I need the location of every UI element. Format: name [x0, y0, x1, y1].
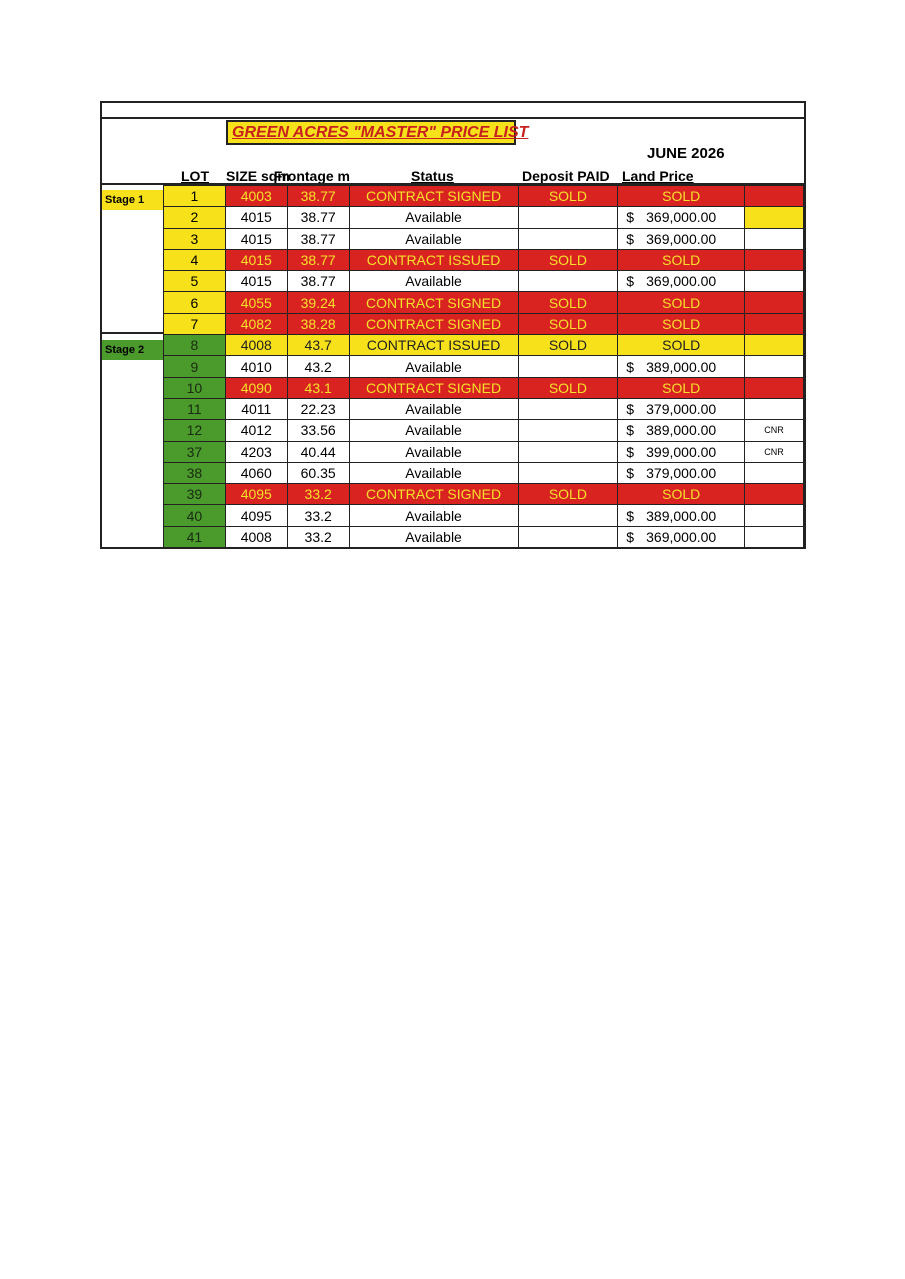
table-row [164, 186, 804, 207]
lot-cell-text: 4 [190, 252, 199, 269]
size-cell [225, 398, 287, 419]
price-cell-text: SOLD [662, 252, 701, 269]
price-cell [618, 462, 745, 483]
status-cell-text: Available [405, 528, 462, 545]
frontage-cell-text: 33.2 [304, 507, 332, 524]
lot-cell-text: 12 [186, 422, 203, 439]
status-cell [349, 228, 518, 249]
price-cell [618, 398, 745, 419]
table-row [164, 228, 804, 249]
note-cell [745, 249, 804, 270]
frontage-cell [287, 441, 349, 462]
size-cell [225, 441, 287, 462]
lot-cell [164, 377, 226, 398]
table-row [164, 313, 804, 334]
price-cell-text: SOLD [662, 337, 701, 354]
status-cell [349, 207, 518, 228]
deposit-cell [518, 356, 618, 377]
price-cell-text: SOLD [662, 188, 701, 205]
deposit-cell [518, 484, 618, 505]
table-row [164, 505, 804, 526]
note-cell [745, 526, 804, 547]
size-cell [225, 377, 287, 398]
currency-symbol: $ [626, 358, 635, 375]
frontage-cell-text: 38.77 [300, 209, 336, 226]
note-cell [745, 186, 804, 207]
note-cell [745, 271, 804, 292]
status-cell-text: Available [405, 273, 462, 290]
table-row [164, 420, 804, 441]
price-cell [618, 505, 745, 526]
size-cell-text: 4015 [240, 273, 272, 290]
frontage-cell [287, 207, 349, 228]
deposit-cell [518, 292, 618, 313]
deposit-cell [518, 505, 618, 526]
status-cell-text: CONTRACT SIGNED [366, 315, 502, 332]
status-cell [349, 441, 518, 462]
deposit-cell [518, 207, 618, 228]
deposit-cell-text: SOLD [548, 315, 587, 332]
price-cell [618, 228, 745, 249]
size-cell [225, 462, 287, 483]
stage-divider [102, 332, 163, 334]
size-cell [225, 271, 287, 292]
deposit-cell-text: SOLD [548, 294, 587, 311]
currency-symbol: $ [626, 465, 635, 481]
lot-cell [164, 356, 226, 377]
price-cell [618, 335, 745, 356]
lot-cell [164, 484, 226, 505]
status-cell [349, 271, 518, 292]
frontage-cell-text: 43.2 [304, 358, 332, 375]
size-cell [225, 356, 287, 377]
stage-1-label: Stage 1 [102, 190, 163, 210]
deposit-cell-text: SOLD [548, 252, 587, 269]
price-cell-text: 369,000.00 [646, 528, 717, 545]
price-cell [618, 356, 745, 377]
status-cell [349, 356, 518, 377]
currency-symbol: $ [626, 273, 635, 290]
deposit-cell [518, 377, 618, 398]
size-cell-text: 4095 [240, 507, 272, 524]
deposit-cell [518, 420, 618, 441]
lot-cell [164, 292, 226, 313]
status-cell [349, 292, 518, 313]
price-cell-text: 389,000.00 [646, 422, 717, 439]
frontage-cell [287, 356, 349, 377]
price-cell [618, 484, 745, 505]
price-cell [618, 249, 745, 270]
status-cell-text: Available [405, 507, 462, 524]
size-cell-text: 4082 [240, 315, 272, 332]
lot-cell [164, 313, 226, 334]
frontage-cell-text: 39.24 [300, 294, 336, 311]
frontage-cell [287, 249, 349, 270]
table-row [164, 271, 804, 292]
price-cell [618, 313, 745, 334]
month-label: JUNE 2026 [647, 145, 725, 162]
price-cell-text: 369,000.00 [646, 230, 717, 247]
frontage-cell [287, 505, 349, 526]
note-cell [745, 484, 804, 505]
lot-cell [164, 505, 226, 526]
lot-cell [164, 462, 226, 483]
price-cell-text: 389,000.00 [646, 507, 717, 524]
frontage-cell [287, 398, 349, 419]
note-cell [745, 420, 804, 441]
status-cell-text: Available [405, 209, 462, 226]
size-cell [225, 420, 287, 441]
deposit-cell-text: SOLD [548, 486, 587, 503]
lot-cell-text: 7 [190, 315, 199, 332]
status-cell-text: CONTRACT SIGNED [366, 486, 502, 503]
status-cell-text: Available [405, 401, 462, 418]
frontage-cell-text: 60.35 [300, 465, 336, 481]
lot-cell-text: 1 [190, 188, 199, 205]
table-row [164, 249, 804, 270]
frontage-cell-text: 33.2 [304, 486, 332, 503]
deposit-cell [518, 398, 618, 419]
note-cell [745, 356, 804, 377]
status-cell-text: Available [405, 443, 462, 460]
price-cell [618, 271, 745, 292]
header-size: SIZE sqm [226, 168, 290, 184]
table-row [164, 292, 804, 313]
status-cell-text: Available [405, 465, 462, 481]
deposit-cell [518, 271, 618, 292]
lot-cell-text: 37 [186, 443, 203, 460]
frontage-cell-text: 33.2 [304, 528, 332, 545]
note-cell [745, 313, 804, 334]
size-cell-text: 4090 [240, 379, 272, 396]
frontage-cell-text: 33.56 [300, 422, 336, 439]
currency-symbol: $ [626, 528, 635, 545]
lot-cell [164, 420, 226, 441]
size-cell-text: 4203 [240, 443, 272, 460]
price-cell-text: 379,000.00 [646, 401, 717, 418]
deposit-cell [518, 335, 618, 356]
table-row [164, 207, 804, 228]
frontage-cell [287, 292, 349, 313]
lot-cell-text: 40 [186, 507, 203, 524]
header-frontage: Frontage m [273, 168, 350, 184]
status-cell-text: CONTRACT ISSUED [366, 337, 501, 354]
frontage-cell [287, 313, 349, 334]
size-cell-text: 4010 [240, 358, 272, 375]
lot-cell [164, 398, 226, 419]
lot-cell-text: 8 [190, 337, 199, 354]
currency-symbol: $ [626, 443, 635, 460]
status-cell [349, 484, 518, 505]
size-cell [225, 292, 287, 313]
price-cell-text: SOLD [662, 379, 701, 396]
size-cell-text: 4003 [240, 188, 272, 205]
price-list-sheet [100, 101, 806, 549]
currency-symbol: $ [626, 209, 635, 226]
note-cell [745, 441, 804, 462]
status-cell [349, 398, 518, 419]
price-cell [618, 207, 745, 228]
size-cell-text: 4012 [240, 422, 272, 439]
table-row [164, 377, 804, 398]
frontage-cell [287, 484, 349, 505]
deposit-cell-text: SOLD [548, 337, 587, 354]
lot-cell-text: 6 [190, 294, 199, 311]
price-table [163, 185, 804, 548]
size-cell-text: 4015 [240, 209, 272, 226]
frontage-cell [287, 271, 349, 292]
size-cell-text: 4015 [240, 252, 272, 269]
size-cell-text: 4060 [240, 465, 272, 481]
frontage-cell-text: 43.7 [304, 337, 332, 354]
header-lot: LOT [181, 168, 209, 184]
status-cell [349, 186, 518, 207]
size-cell [225, 207, 287, 228]
status-cell [349, 505, 518, 526]
lot-cell [164, 335, 226, 356]
frontage-cell-text: 38.77 [300, 252, 336, 269]
frontage-cell-text: 40.44 [300, 443, 336, 460]
frontage-cell-text: 43.1 [304, 379, 332, 396]
note-cell [745, 398, 804, 419]
note-cell [745, 335, 804, 356]
deposit-cell [518, 462, 618, 483]
deposit-cell [518, 249, 618, 270]
frontage-cell-text: 38.77 [300, 188, 336, 205]
size-cell [225, 335, 287, 356]
frontage-cell [287, 526, 349, 547]
size-cell [225, 313, 287, 334]
status-cell-text: CONTRACT SIGNED [366, 294, 502, 311]
price-cell-text: SOLD [662, 294, 701, 311]
lot-cell-text: 10 [186, 379, 203, 396]
status-cell [349, 526, 518, 547]
frontage-cell [287, 186, 349, 207]
price-cell-text: 369,000.00 [646, 209, 717, 226]
status-cell [349, 462, 518, 483]
status-cell-text: Available [405, 230, 462, 247]
price-cell-text: 399,000.00 [646, 443, 717, 460]
header-price: Land Price [622, 168, 694, 184]
frontage-cell [287, 335, 349, 356]
currency-symbol: $ [626, 230, 635, 247]
price-cell-text: SOLD [662, 315, 701, 332]
price-cell [618, 420, 745, 441]
price-cell-text: 369,000.00 [646, 273, 717, 290]
deposit-cell [518, 228, 618, 249]
size-cell-text: 4015 [240, 230, 272, 247]
page-title: GREEN ACRES "MASTER" PRICE LIST [226, 120, 516, 145]
note-cell [745, 207, 804, 228]
price-cell-text: SOLD [662, 486, 701, 503]
size-cell [225, 186, 287, 207]
table-row [164, 441, 804, 462]
note-cell [745, 228, 804, 249]
lot-cell [164, 207, 226, 228]
frontage-cell-text: 38.28 [300, 315, 336, 332]
size-cell [225, 526, 287, 547]
status-cell [349, 377, 518, 398]
status-cell [349, 420, 518, 441]
price-cell [618, 186, 745, 207]
top-strip [102, 103, 804, 119]
deposit-cell [518, 186, 618, 207]
status-cell-text: Available [405, 422, 462, 439]
lot-cell-text: 38 [186, 465, 203, 481]
deposit-cell-text: SOLD [548, 379, 587, 396]
size-cell [225, 484, 287, 505]
currency-symbol: $ [626, 401, 635, 418]
note-cell-text: CNR [764, 446, 784, 457]
table-row [164, 335, 804, 356]
table-row [164, 356, 804, 377]
note-cell [745, 505, 804, 526]
note-cell [745, 462, 804, 483]
lot-cell [164, 441, 226, 462]
status-cell [349, 335, 518, 356]
frontage-cell-text: 38.77 [300, 273, 336, 290]
header-deposit: Deposit PAID [522, 168, 610, 184]
lot-cell [164, 249, 226, 270]
frontage-cell [287, 228, 349, 249]
frontage-cell-text: 22.23 [300, 401, 336, 418]
lot-cell-text: 3 [190, 230, 199, 247]
lot-cell [164, 186, 226, 207]
frontage-cell [287, 462, 349, 483]
currency-symbol: $ [626, 507, 635, 524]
note-cell [745, 292, 804, 313]
status-cell-text: CONTRACT SIGNED [366, 379, 502, 396]
price-cell [618, 292, 745, 313]
table-row [164, 462, 804, 483]
table-row [164, 484, 804, 505]
note-cell [745, 377, 804, 398]
currency-symbol: $ [626, 422, 635, 439]
status-cell-text: CONTRACT SIGNED [366, 188, 502, 205]
size-cell [225, 249, 287, 270]
status-cell-text: CONTRACT ISSUED [366, 252, 501, 269]
lot-cell [164, 271, 226, 292]
price-cell [618, 526, 745, 547]
size-cell-text: 4008 [240, 528, 272, 545]
lot-cell [164, 228, 226, 249]
price-cell-text: 389,000.00 [646, 358, 717, 375]
status-cell-text: Available [405, 358, 462, 375]
note-cell-text: CNR [764, 425, 784, 436]
lot-cell-text: 11 [187, 401, 202, 418]
lot-cell-text: 41 [186, 528, 203, 545]
frontage-cell [287, 377, 349, 398]
frontage-cell [287, 420, 349, 441]
size-cell-text: 4011 [241, 401, 272, 418]
lot-cell [164, 526, 226, 547]
price-cell [618, 377, 745, 398]
table-row [164, 398, 804, 419]
deposit-cell-text: SOLD [548, 188, 587, 205]
deposit-cell [518, 441, 618, 462]
status-cell [349, 249, 518, 270]
deposit-cell [518, 526, 618, 547]
header-status: Status [411, 168, 454, 184]
lot-cell-text: 2 [190, 209, 199, 226]
size-cell [225, 228, 287, 249]
table-row [164, 526, 804, 547]
size-cell-text: 4055 [240, 294, 272, 311]
price-cell-text: 379,000.00 [646, 465, 717, 481]
stage-2-label: Stage 2 [102, 340, 163, 360]
lot-cell-text: 5 [190, 273, 199, 290]
status-cell [349, 313, 518, 334]
size-cell-text: 4095 [240, 486, 272, 503]
price-cell [618, 441, 745, 462]
lot-cell-text: 39 [186, 486, 203, 503]
size-cell-text: 4008 [240, 337, 272, 354]
deposit-cell [518, 313, 618, 334]
size-cell [225, 505, 287, 526]
lot-cell-text: 9 [190, 358, 199, 375]
frontage-cell-text: 38.77 [300, 230, 336, 247]
